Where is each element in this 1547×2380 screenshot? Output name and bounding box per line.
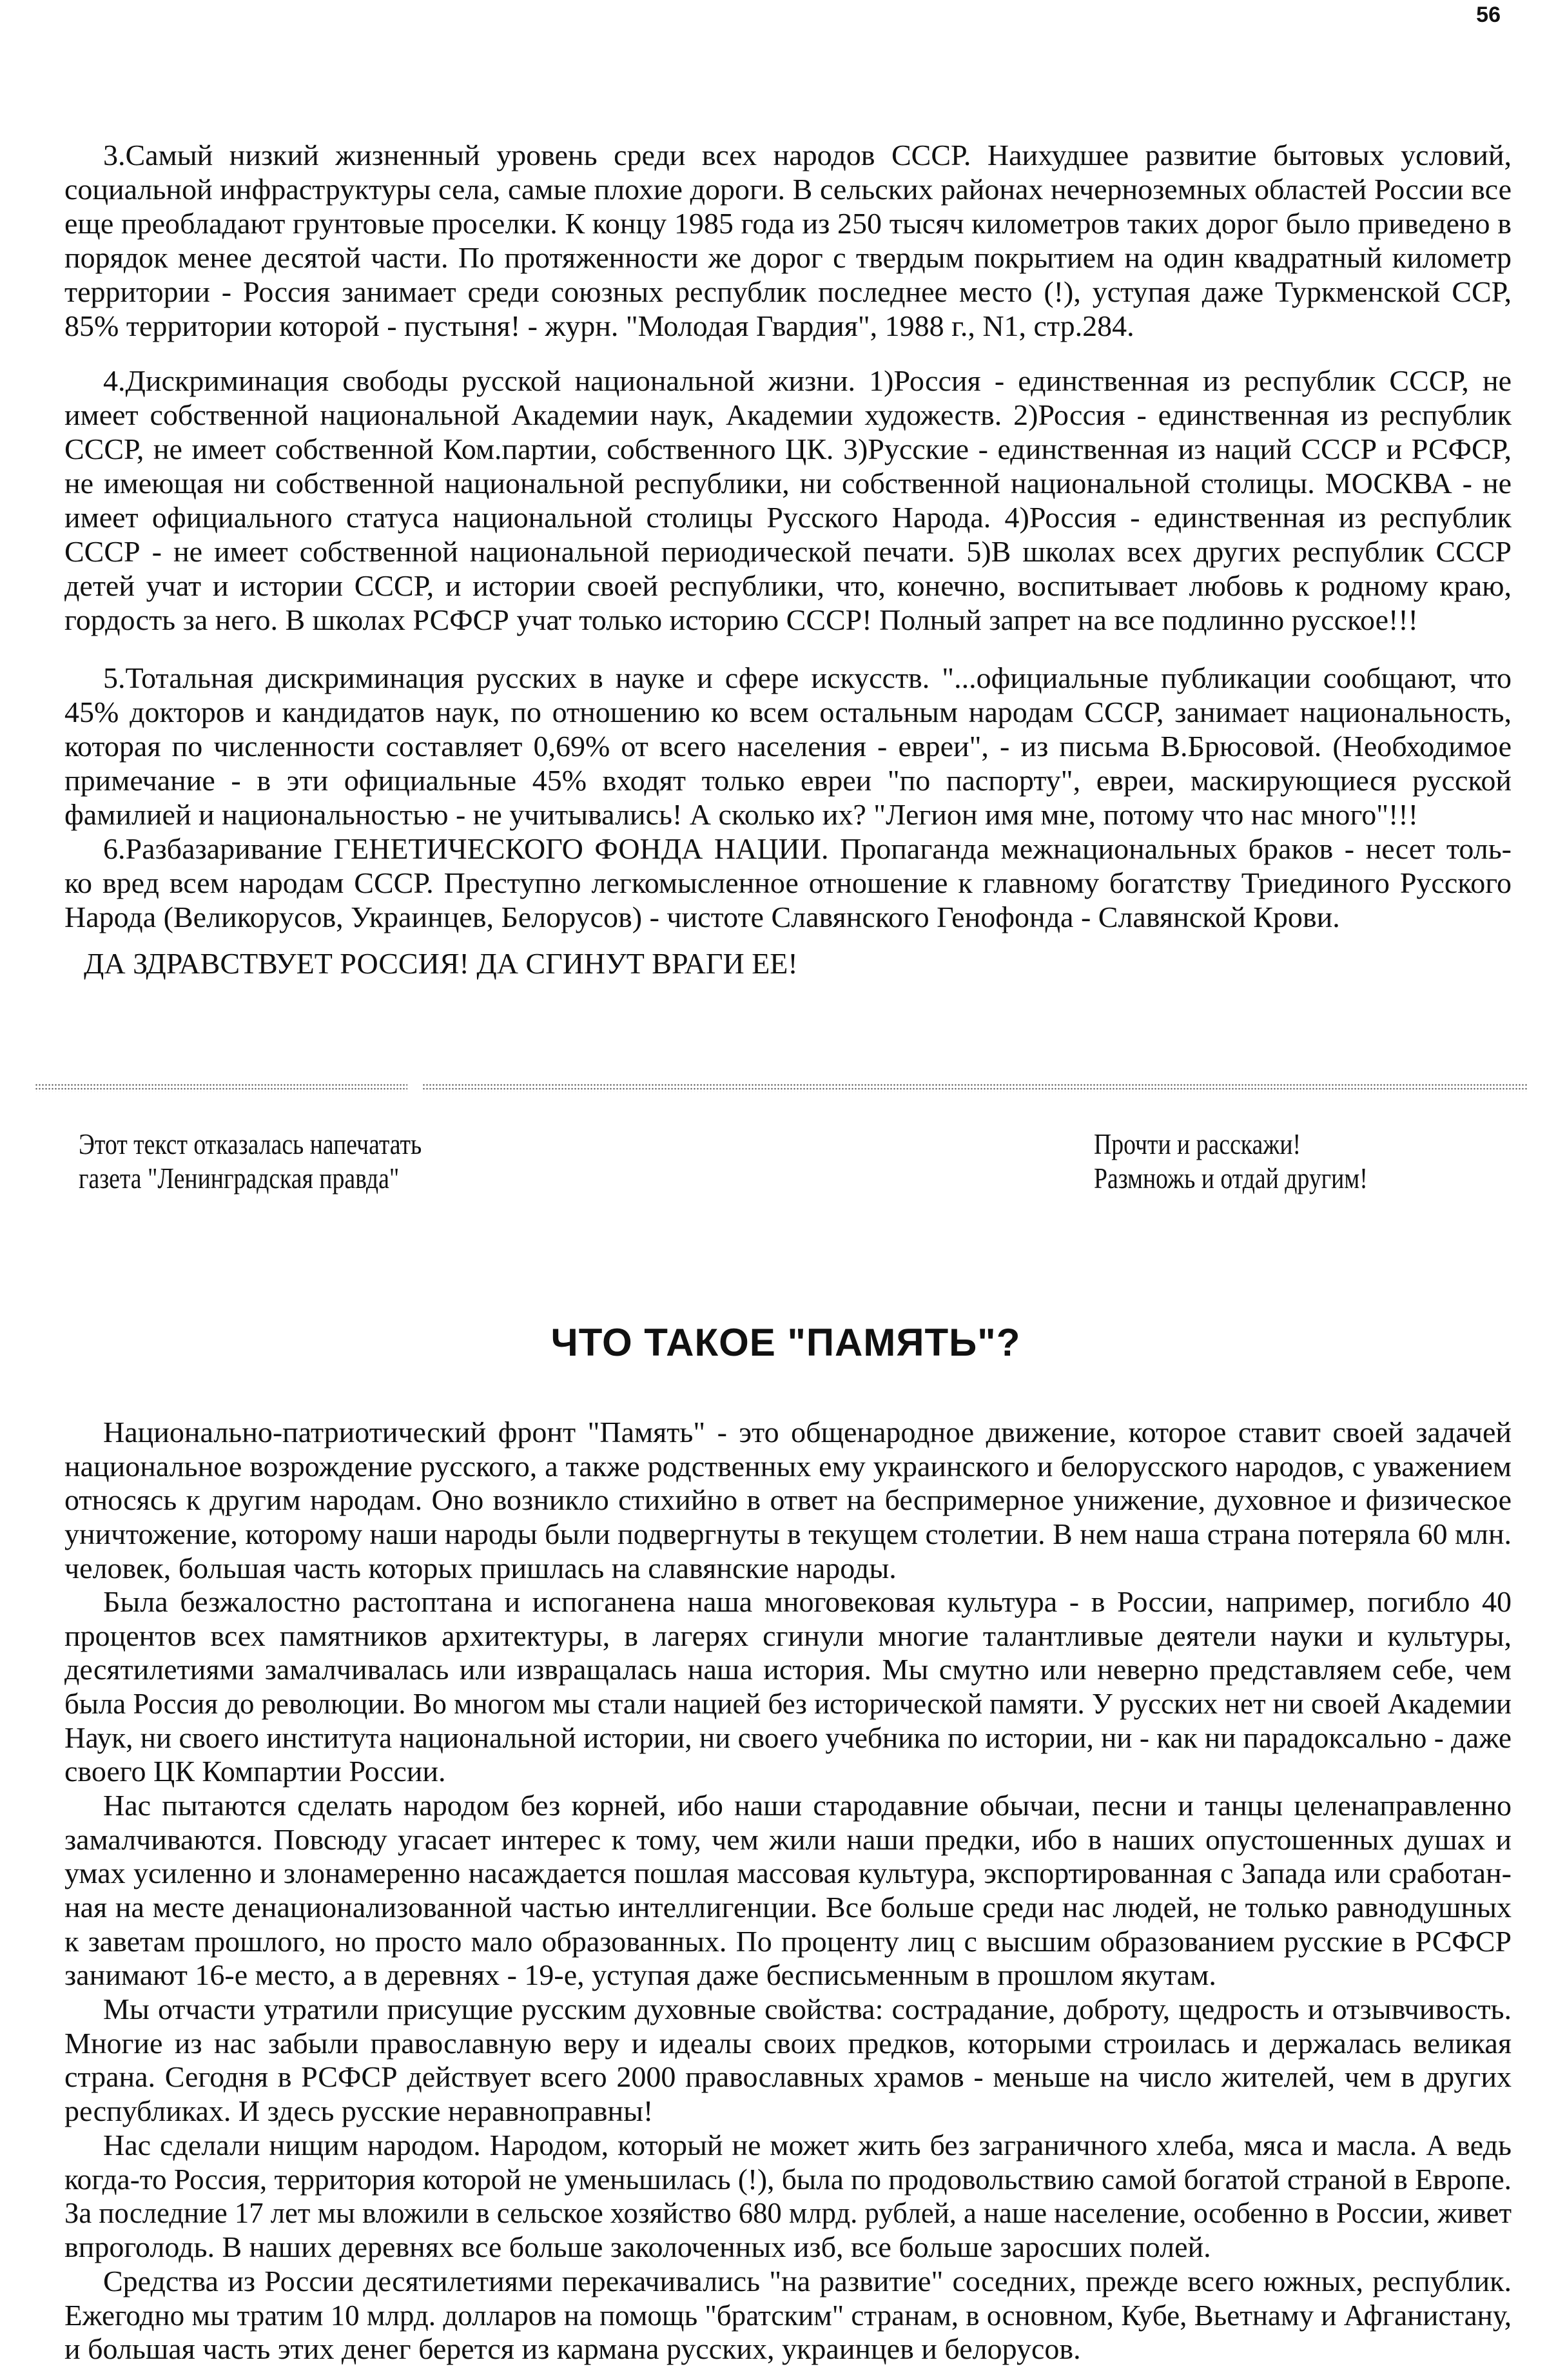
text-line: когда-то Россия, территория которой не уменьшилась (!), была по продовольствию самой богатой страной в Европе. <box>64 2162 1512 2196</box>
notice-left <box>79 1127 422 1195</box>
text-line: уничтожение, которому наши народы были подвергнуты в текущем столетии. В нем наша страна потеряла 60 млн. <box>64 1517 1512 1551</box>
text-line: примечание - в эти официальные 45% входят только евреи "по паспорту", евреи, маскирующиеся русской <box>64 764 1512 797</box>
text-line: СССР - не имеет собственной национальной периодической печати. 5)В школах всех других республик СССР <box>64 535 1512 568</box>
text-line: фамилией и национальностью - не учитывались! А сколько их? "Легион имя мне, потому что нас много"!!! <box>64 798 1419 831</box>
text-line: человек, большая часть которых пришлась на славянские народы. <box>64 1551 897 1585</box>
section-title: ЧТО ТАКОЕ "ПАМЯТЬ"? <box>550 1321 1021 1364</box>
paragraph <box>64 661 1512 832</box>
notice-right-line: Прочти и расскажи! <box>1094 1127 1301 1160</box>
text-line: социальной инфраструктуры села, самые плохие дороги. В сельских районах нечерноземных областей России все <box>64 173 1512 206</box>
paragraph <box>64 1416 1512 1585</box>
text-line: 85% территории которой - пустыня! - журн. "Молодая Гвардия", 1988 г., N1, стр.284. <box>64 309 1134 342</box>
text-line: умах усиленно и злонамеренно насаждается пошлая массовая культура, экспортированная с Запада или сработан- <box>64 1857 1512 1890</box>
text-line: Национально-патриотический фронт "Память" - это общенародное движение, которое ставит своей задачей <box>103 1416 1512 1448</box>
text-line: Мы отчасти утратили присущие русским духовные свойства: сострадание, доброту, щедрость и отзывчивость. <box>103 1993 1512 2025</box>
text-line: республиках. И здесь русские неравноправны! <box>64 2094 654 2128</box>
text-line: национальное возрождение русского, а также родственных ему украинского и белорусского народов, с уважением <box>64 1449 1512 1483</box>
text-line: территории - Россия занимает среди союзных республик последнее место (!), уступая даже Туркменской ССР, <box>64 275 1512 308</box>
notice-left-line: Этот текст отказалась напечатать <box>79 1127 422 1160</box>
text-line: Средства из России десятилетиями перекачивались "на развитие" соседних, прежде всего южных, республик. <box>103 2265 1512 2297</box>
text-line: имеет собственной национальной Академии наук, Академии художеств. 2)Россия - единственная из республик <box>64 398 1512 431</box>
paragraph <box>64 2265 1512 2366</box>
text-line: За последние 17 лет мы вложили в сельское хозяйство 680 млрд. рублей, а наше население, особенно в России, живет <box>64 2196 1512 2230</box>
text-line: замалчиваются. Повсюду угасает интерес к тому, чем жили наши предки, ибо в наших опустошенных душах и <box>64 1822 1512 1856</box>
paragraph <box>64 2129 1512 2265</box>
text-line: своего ЦК Компартии России. <box>64 1755 446 1788</box>
text-line: Нас пытаются сделать народом без корней, ибо наши стародавние обычаи, песни и танцы целенаправленно <box>103 1789 1512 1822</box>
text-line: порядок менее десятой части. По протяженности же дорог с твердым покрытием на один квадратный километр <box>64 241 1512 274</box>
text-line: относясь к другим народам. Оно возникло стихийно в ответ на беспримерное унижение, духовное и физическое <box>64 1483 1512 1517</box>
slogan: ДА ЗДРАВСТВУЕТ РОССИЯ! ДА СГИНУТ ВРАГИ ЕЕ! <box>84 947 798 980</box>
dotted-separator-left <box>35 1083 407 1092</box>
text-line: гордость за него. В школах РСФСР учат только историю СССР! Полный запрет на все подлинно русское!!! <box>64 603 1418 636</box>
text-line: Многие из нас забыли православную веру и идеалы своих предков, которыми строилась и держалась великая <box>64 2026 1512 2060</box>
text-line: ная на месте денационализованной частью интеллигенции. Все больше среди нас людей, не только равнодушных <box>64 1891 1512 1924</box>
text-line: Была безжалостно растоптана и испоганена наша многовековая культура - в России, например, погибло 40 <box>103 1585 1512 1618</box>
paragraph <box>64 1993 1512 2129</box>
text-line: ко вред всем народам СССР. Преступно легкомысленное отношение к главному богатству Триединого Русского <box>64 866 1512 899</box>
text-line: процентов всех памятников архитектуры, в лагерях сгинули многие талантливые деятели науки и культуры, <box>64 1619 1512 1652</box>
text-line: детей учат и истории СССР, и истории своей республики, что, конечно, воспитывает любовь к родному краю, <box>64 569 1512 602</box>
text-line: десятилетиями замалчивалась или извращалась наша история. Мы смутно или неверно представляем себе, чем <box>64 1653 1512 1686</box>
text-line: Наук, ни своего института национальной истории, ни своего учебника по истории, ни - как ни парадоксально - даже <box>64 1721 1512 1754</box>
text-line: 5.Тотальная дискриминация русских в науке и сфере искусств. "...официальные публикации сообщают, что <box>103 661 1512 694</box>
text-line: 3.Самый низкий жизненный уровень среди всех народов СССР. Наихудшее развитие бытовых условий, <box>103 139 1512 171</box>
paragraph <box>64 832 1512 934</box>
notice-right <box>1094 1127 1368 1195</box>
text-line: была Россия до революции. Во многом мы стали нацией без исторической памяти. У русских нет ни своей Академии <box>64 1687 1512 1721</box>
text-line: впроголодь. В наших деревнях все больше заколоченных изб, все больше заросших полей. <box>64 2230 1211 2264</box>
paragraph <box>64 138 1512 343</box>
paragraph <box>64 1585 1512 1789</box>
notice-left-line: газета "Ленинградская правда" <box>79 1162 400 1195</box>
text-line: 45% докторов и кандидатов наук, по отношению ко всем остальным народам СССР, занимает национальность, <box>64 696 1512 728</box>
paragraph <box>64 1789 1512 1993</box>
text-line: имеет официального статуса национальной столицы Русского Народа. 4)Россия - единственная из республик <box>64 501 1512 534</box>
paragraph <box>64 364 1512 637</box>
text-line: еще преобладают грунтовые проселки. К концу 1985 года из 250 тысяч километров таких дорог было приведено в <box>64 207 1512 240</box>
text-line: СССР, не имеет собственной Ком.партии, собственного ЦК. 3)Русские - единственная из наций СССР и РСФСР, <box>64 433 1512 465</box>
text-line: которая по численности составляет 0,69% от всего населения - евреи", - из письма В.Брюсовой. (Необходимое <box>64 730 1512 763</box>
text-line: не имеющая ни собственной национальной республики, ни собственной национальной столицы. МОСКВА - не <box>64 467 1512 500</box>
text-line: занимают 16-е место, а в деревнях - 19-е, уступая даже бесписьменным в прошлом якутам. <box>64 1958 1216 1992</box>
dotted-separator-right <box>422 1083 1528 1092</box>
page-number: 56 <box>1476 3 1501 27</box>
text-line: 4.Дискриминация свободы русской национальной жизни. 1)Россия - единственная из республик СССР, не <box>103 364 1512 397</box>
text-line: Ежегодно мы тратим 10 млрд. долларов на помощь "братским" странам, в основном, Кубе, Вьетнаму и Афганистану, <box>64 2298 1512 2332</box>
text-line: Нас сделали нищим народом. Народом, который не может жить без заграничного хлеба, мяса и масла. А ведь <box>103 2129 1512 2161</box>
text-line: Народа (Великорусов, Украинцев, Белорусов) - чистоте Славянского Генофонда - Славянской Крови. <box>64 901 1340 933</box>
text-line: страна. Сегодня в РСФСР действует всего 2000 православных храмов - меньше на число жителей, чем в других <box>64 2060 1512 2094</box>
text-line: к заветам прошлого, но просто мало образованных. По проценту лиц с высшим образованием русские в РСФСР <box>64 1924 1512 1958</box>
text-line: 6.Разбазаривание ГЕНЕТИЧЕСКОГО ФОНДА НАЦИИ. Пропаганда межнациональных браков - несет толь- <box>103 832 1512 865</box>
text-line: и большая часть этих денег берется из кармана русских, украинцев и белорусов. <box>64 2332 1081 2366</box>
notice-right-line: Размножь и отдай другим! <box>1094 1162 1368 1195</box>
